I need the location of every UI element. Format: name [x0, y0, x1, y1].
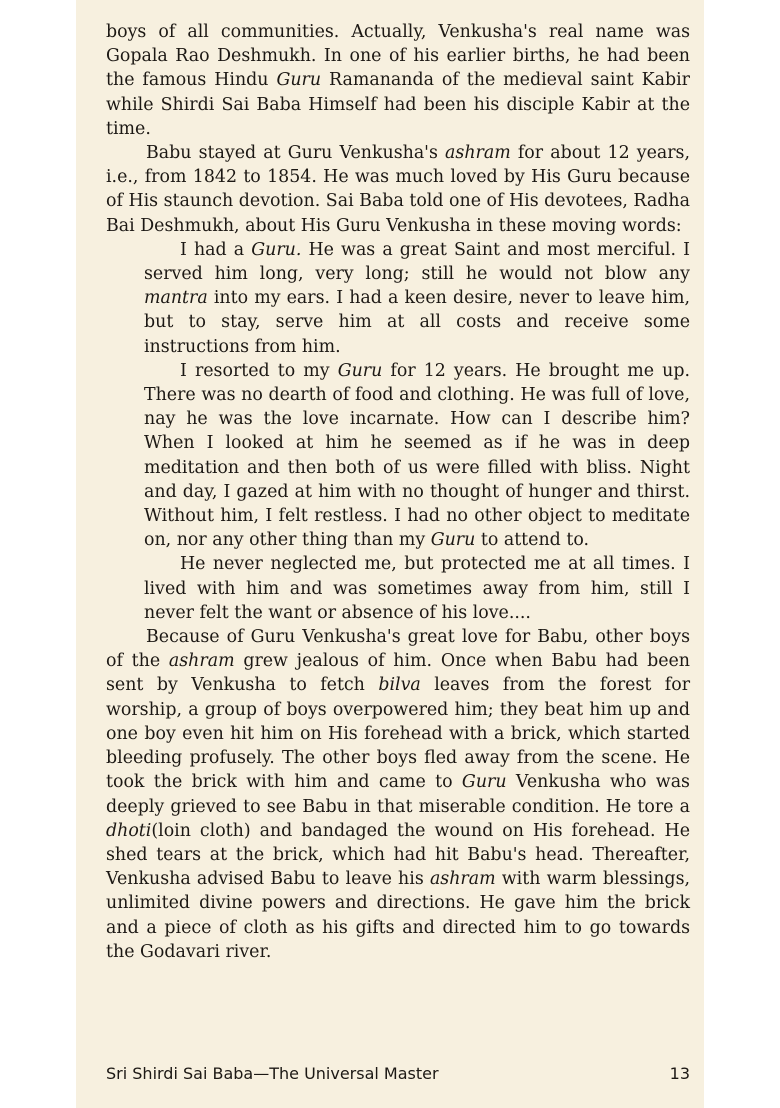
quote-paragraph-2: I resorted to my Guru for 12 years. He brought me up. There was no dearth of food and clothing. He was full of love, nay he was the love incarnate. How can I describe him? When I looked at him he seemed as if he was in deep meditation and then both of us were filled with bliss. Night and day, I gazed at him with no thought of hunger and thirst. Without him, I felt restless. I had no other object to meditate on, nor any other thing than my Guru to attend to. — [144, 360, 691, 551]
quote-paragraph-1: I had a Guru. He was a great Saint and most merciful. I served him long, very long; still he would not blow any mantra into my ears. I had a keen desire, never to leave him, but to stay, serve him at all costs and receive some instructions from him. — [144, 239, 690, 357]
block-quote — [144, 238, 690, 625]
paragraph-3: Because of Guru Venkusha's great love for Babu, other boys of the ashram grew jealous of him. Once when Babu had been sent by Venkusha to fetch bilva leaves from the forest for worship, a group of boys overpowered him; they beat him up and one boy even hit him on His forehead with a brick, which started bleeding profusely. The other boys fled away from the scene. He took the brick with him and came to Guru Venkusha who was deeply grieved to see Babu in that miserable condition. He tore a dhoti(loin cloth) and bandaged the wound on His forehead. He shed tears at the brick, which had hit Babu's head. Thereafter, Venkusha advised Babu to leave his ashram with warm blessings, unlimited divine powers and directions. He gave him the brick and a piece of cloth as his gifts and directed him to go towards the Godavari river. — [106, 627, 691, 962]
paragraph-1: boys of all communities. Actually, Venkusha's real name was Gopala Rao Deshmukh. In one of his earlier births, he had been the famous Hindu Guru Ramananda of the medieval saint Kabir while Shirdi Sai Baba Himself had been his disciple Kabir at the time. — [106, 22, 690, 139]
running-footer-title: Sri Shirdi Sai Baba—The Universal Master — [106, 1064, 439, 1083]
quote-paragraph-3: He never neglected me, but protected me at all times. I lived with him and was sometimes away from him, still I never felt the want or absence of his love.... — [144, 554, 690, 623]
page-body — [106, 20, 690, 964]
page-footer — [106, 1062, 690, 1086]
paragraph-2: Babu stayed at Guru Venkusha's ashram for about 12 years, i.e., from 1842 to 1854. He was much loved by His Guru because of His staunch devotion. Sai Baba told one of His devotees, Radha Bai Deshmukh, about His Guru Venkusha in these moving words: — [106, 143, 691, 236]
book-page — [76, 0, 704, 1108]
page-number: 13 — [669, 1064, 690, 1083]
